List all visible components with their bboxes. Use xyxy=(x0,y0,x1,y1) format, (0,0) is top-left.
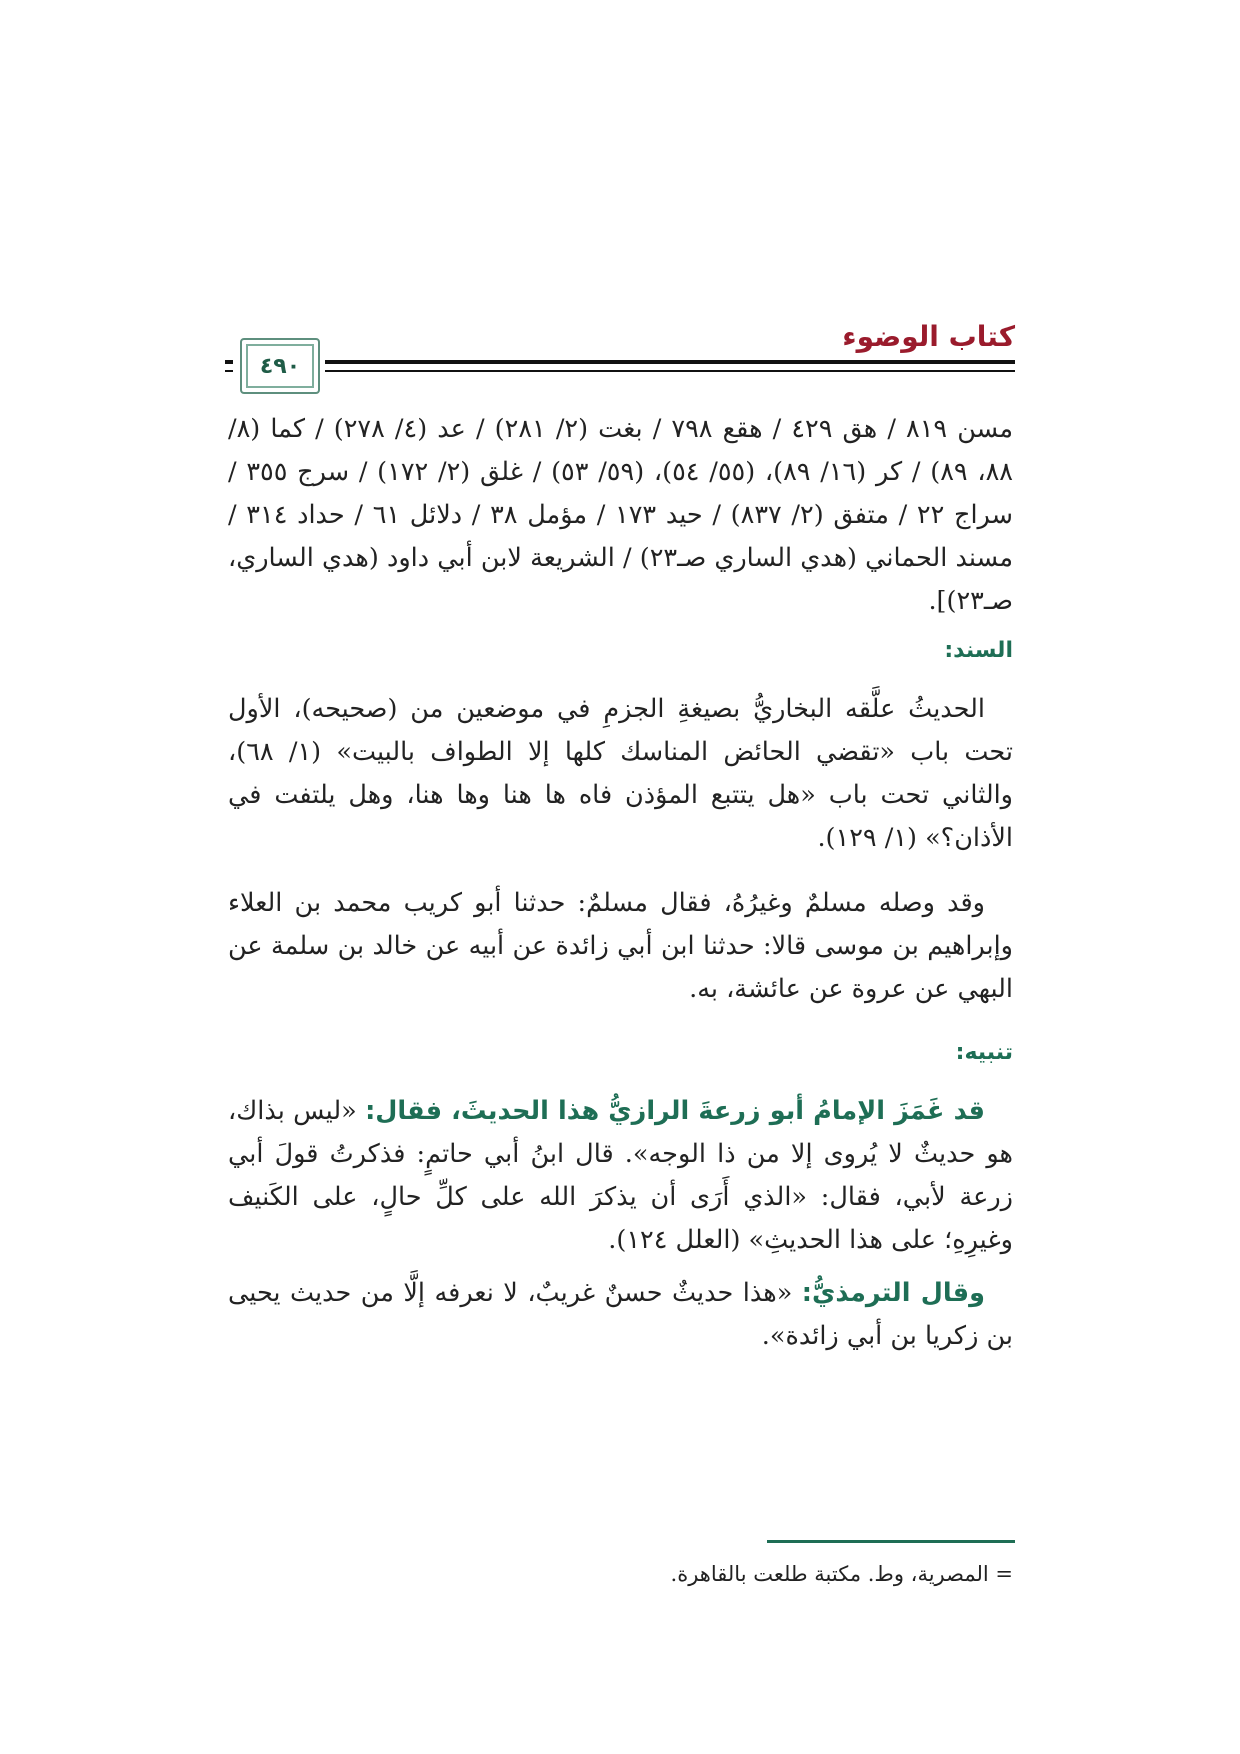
sanad-paragraph-1: الحديثُ علَّقه البخاريُّ بصيغةِ الجزمِ في موضعين من (صحيحه)، الأول تحت باب «تقضي الحائض المناسك كلها إلا الطواف بالبيت» (١/ ٦٨)، والثاني تحت باب «هل يتتبع المؤذن فاه ها هنا وها هنا، وهل يلتفت في الأذان؟» (١/ ١٢٩). xyxy=(228,694,1013,853)
heading-tanbih: تنبيه: xyxy=(955,1040,1013,1065)
tanbih-text: «ليس بذاك، هو حديثٌ لا يُروى إلا من ذا الوجه». قال ابنُ أبي حاتمٍ: فذكرتُ قولَ أبي زرعة لأبي، فقال: «الذي أَرَى أن يذكرَ الله على كلِّ حالٍ، على الكَنيف وغيرِهِ؛ على هذا الحديثِ» (العلل ١٢٤). xyxy=(228,1096,1013,1255)
tanbih-paragraph xyxy=(228,1090,1013,1262)
page-header xyxy=(225,300,1015,390)
tirmidhi-text: «هذا حديثٌ حسنٌ غريبٌ، لا نعرفه إلَّا من حديث يحيى بن زكريا بن أبي زائدة». xyxy=(228,1278,1013,1351)
heading-sanad: السند: xyxy=(944,638,1013,663)
header-rule-thick xyxy=(225,360,1015,364)
footnote: = المصرية، وط. مكتبة طلعت بالقاهرة. xyxy=(670,1562,1013,1586)
page-number-badge xyxy=(240,338,320,394)
footnote-rule xyxy=(767,1540,1015,1543)
header-rule-thin xyxy=(225,370,1015,372)
tirmidhi-lead: وقال الترمذيُّ: xyxy=(801,1278,985,1308)
chapter-title: كتاب الوضوء xyxy=(842,320,1015,353)
sanad-paragraph-2: وقد وصله مسلمٌ وغيرُهُ، فقال مسلمٌ: حدثنا أبو كريب محمد بن العلاء وإبراهيم بن موسى قالا: حدثنا ابن أبي زائدة عن أبيه عن خالد بن سلمة عن البهي عن عروة عن عائشة، به. xyxy=(228,888,1013,1004)
tanbih-lead: قد غَمَزَ الإمامُ أبو زرعةَ الرازيُّ هذا الحديثَ، فقال: xyxy=(365,1096,985,1126)
tirmidhi-paragraph xyxy=(228,1272,1013,1358)
references-paragraph: مسن ٨١٩ / هق ٤٢٩ / هقع ٧٩٨ / بغت (٢/ ٢٨١) / عد (٤/ ٢٧٨) / كما (٨/ ٨٨، ٨٩) / كر (١٦/ ٨٩)، (٥٥/ ٥٤)، (٥٩/ ٥٣) / غلق (٢/ ١٧٢) / سرج ٣٥٥ / سراج ٢٢ / متفق (٢/ ٨٣٧) / حيد ١٧٣ / مؤمل ٣٨ / دلائل ٦١ / حداد ٣١٤ / مسند الحماني (هدي الساري صـ٢٣) / الشريعة لابن أبي داود (هدي الساري، صـ٢٣)]. xyxy=(228,414,1014,616)
main-text xyxy=(228,408,1013,1358)
page-number: ٤٩٠ xyxy=(259,353,301,379)
